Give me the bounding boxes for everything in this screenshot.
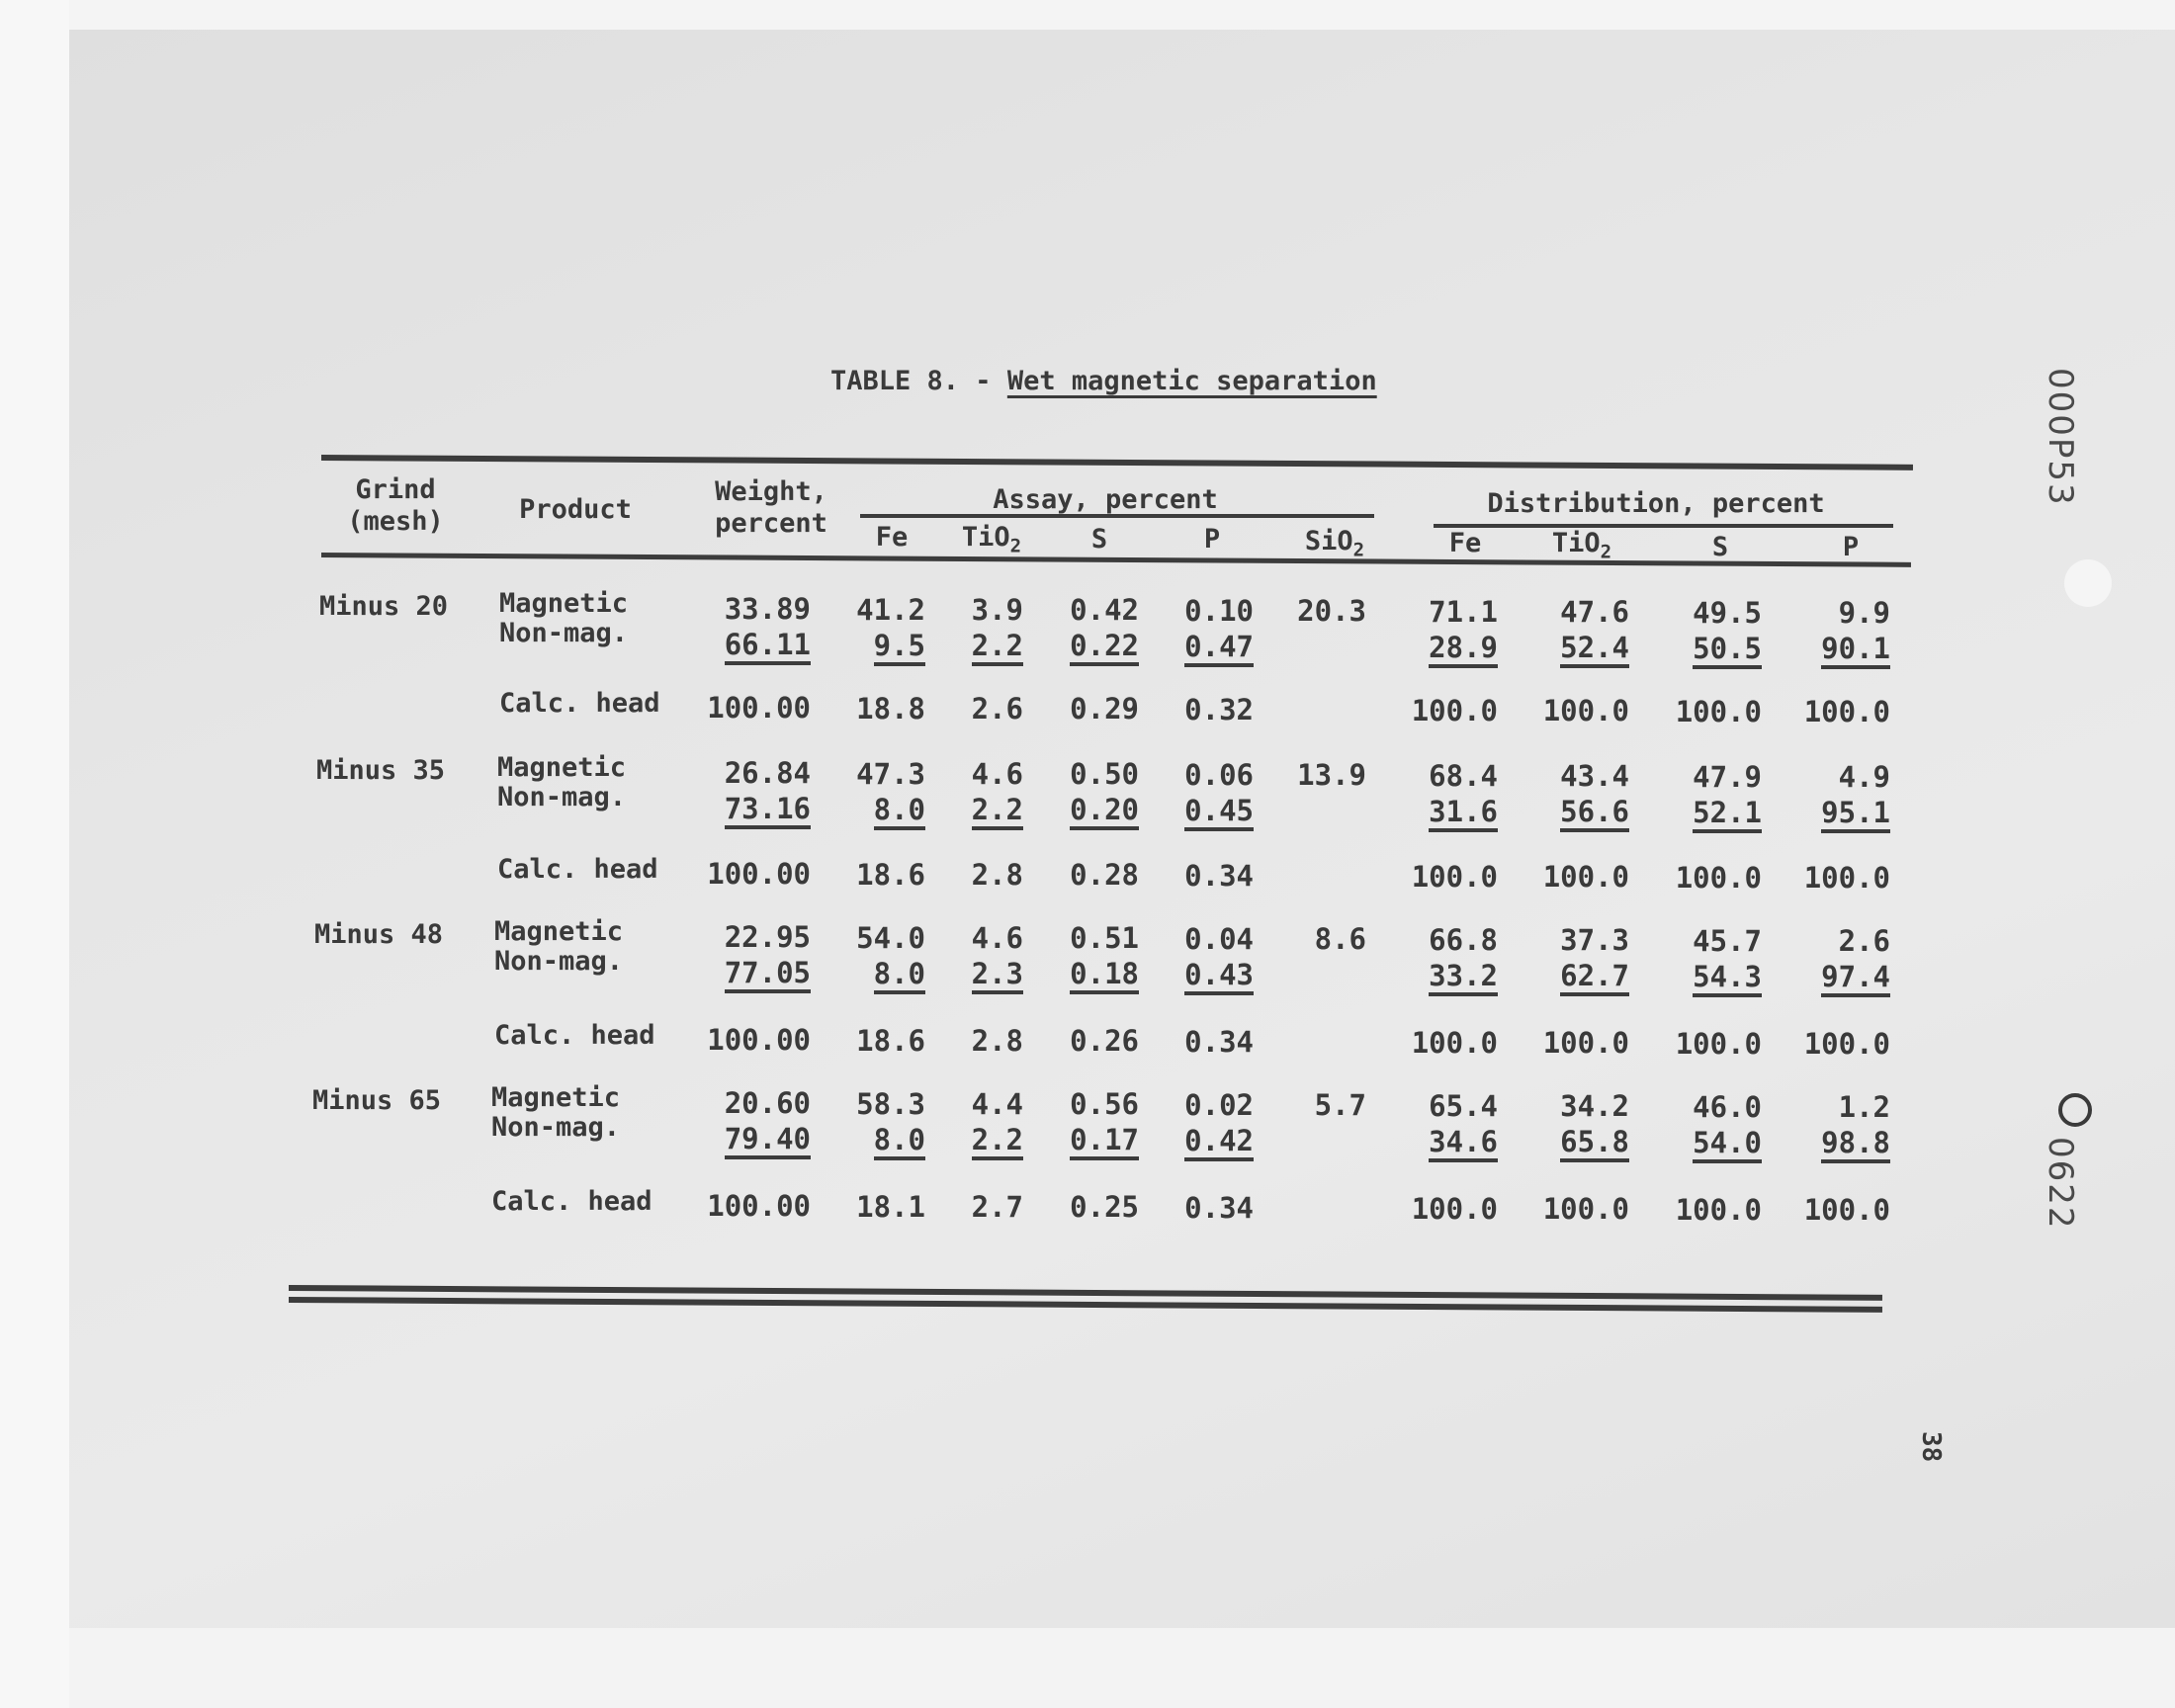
magnetic-value: 65.4 — [1429, 1088, 1498, 1123]
calc-head-value: 100.0 — [1803, 861, 1890, 896]
magnetic-value: 68.4 — [1429, 758, 1498, 793]
value-pair-cell — [1184, 593, 1254, 664]
product-labels: Magnetic Non-mag. — [497, 752, 627, 812]
magnetic-value: 0.02 — [1184, 1087, 1254, 1122]
nonmag-value: 66.11 — [725, 627, 811, 662]
magnetic-value: 0.50 — [1070, 757, 1139, 792]
grind-label: Minus 48 — [314, 919, 444, 950]
table-title-prefix: TABLE 8. - — [830, 366, 992, 396]
nonmag-value: 0.17 — [1070, 1122, 1139, 1157]
archive-stamp-bracket — [2058, 1093, 2092, 1127]
magnetic-value: 0.42 — [1070, 593, 1139, 628]
calc-head-value: 100.00 — [707, 857, 811, 892]
value-pair-cell — [1184, 757, 1254, 828]
calc-head-value: 100.0 — [1411, 859, 1498, 894]
header-assay-fe: Fe — [875, 522, 909, 553]
value-pair-cell — [725, 919, 811, 990]
value-pair-cell — [1429, 1088, 1498, 1159]
nonmag-value: 90.1 — [1821, 631, 1890, 666]
header-dist-fe: Fe — [1448, 528, 1482, 558]
magnetic-value: 49.5 — [1693, 595, 1762, 630]
value-pair-cell — [1693, 759, 1762, 830]
nonmag-value: 97.4 — [1821, 959, 1890, 994]
value-pair-cell — [1070, 1086, 1139, 1157]
magnetic-value: 47.9 — [1693, 759, 1762, 794]
archive-stamp-top: 000P53 — [2041, 368, 2080, 507]
page-number: 38 — [1916, 1431, 1946, 1463]
value-pair-cell — [1693, 595, 1762, 666]
magnetic-value: 46.0 — [1693, 1089, 1762, 1124]
magnetic-value: 4.4 — [971, 1086, 1023, 1121]
header-weight: Weight, percent — [715, 476, 827, 539]
value-pair-cell — [1560, 1088, 1629, 1159]
value-pair-cell — [856, 920, 925, 991]
value-pair-cell — [725, 755, 811, 826]
magnetic-value: 9.9 — [1838, 596, 1890, 631]
magnetic-value: 22.95 — [724, 920, 811, 955]
value-pair-cell — [1070, 756, 1139, 827]
magnetic-value: 4.6 — [971, 756, 1023, 791]
grind-label: Minus 35 — [316, 755, 446, 786]
calc-head-value: 2.7 — [971, 1189, 1023, 1224]
header-assay-s: S — [1090, 524, 1108, 555]
calc-head-value: 100.00 — [707, 1023, 811, 1058]
value-pair-cell — [1560, 922, 1629, 993]
magnetic-value: 1.2 — [1838, 1090, 1890, 1125]
punch-hole — [2064, 559, 2112, 607]
value-pair-cell — [1821, 923, 1890, 994]
calc-head-value: 2.6 — [971, 691, 1023, 726]
nonmag-value: 0.47 — [1184, 629, 1254, 664]
value-pair-cell — [725, 591, 811, 662]
calc-head-value: 100.0 — [1542, 694, 1629, 728]
calc-head-value: 18.6 — [856, 1023, 925, 1058]
nonmag-value: 0.20 — [1070, 792, 1139, 827]
magnetic-value: 47.6 — [1560, 595, 1629, 630]
calc-head-value: 100.0 — [1803, 695, 1890, 729]
value-pair-cell — [1429, 594, 1498, 665]
magnetic-value: 4.6 — [971, 920, 1023, 955]
nonmag-value: 52.1 — [1693, 795, 1762, 830]
calc-head-value: 18.8 — [856, 691, 925, 726]
nonmag-value: 62.7 — [1560, 958, 1629, 993]
nonmag-value: 0.18 — [1070, 956, 1139, 991]
calc-head-value: 100.0 — [1542, 860, 1629, 895]
nonmag-value: 33.2 — [1429, 958, 1498, 993]
value-pair-cell — [725, 1085, 811, 1156]
header-grind: Grind (mesh) — [347, 474, 444, 537]
magnetic-value: 54.0 — [856, 920, 925, 955]
value-pair-cell — [972, 592, 1023, 663]
magnetic-value: 0.04 — [1184, 921, 1254, 956]
nonmag-value: 54.3 — [1693, 959, 1762, 994]
nonmag-value: 2.2 — [972, 792, 1023, 827]
grind-label: Minus 65 — [312, 1085, 442, 1116]
magnetic-value: 0.51 — [1070, 921, 1139, 956]
calc-head-value: 0.34 — [1184, 1190, 1254, 1225]
calc-head-value: 100.00 — [707, 1189, 811, 1224]
magnetic-value: 43.4 — [1560, 759, 1629, 794]
magnetic-value: 2.6 — [1838, 924, 1890, 959]
value-pair-cell — [1184, 921, 1254, 992]
magnetic-value: 71.1 — [1429, 594, 1498, 629]
nonmag-value: 0.45 — [1184, 793, 1254, 828]
calc-head-value: 0.28 — [1070, 858, 1139, 893]
header-product: Product — [519, 494, 632, 525]
magnetic-value: 41.2 — [856, 592, 925, 627]
nonmag-value: 73.16 — [725, 791, 811, 826]
nonmag-value: 34.6 — [1429, 1124, 1498, 1159]
table-title-subject: Wet magnetic separation — [1006, 366, 1377, 396]
magnetic-value: 0.06 — [1184, 757, 1254, 792]
table-title — [830, 366, 1377, 396]
value-pair-cell — [972, 756, 1023, 827]
nonmag-value: 77.05 — [725, 955, 811, 990]
calc-head-label: Calc. head — [491, 1186, 652, 1217]
calc-head-value: 18.1 — [856, 1189, 925, 1224]
magnetic-value: 3.9 — [971, 592, 1023, 627]
magnetic-value: 58.3 — [856, 1086, 925, 1121]
header-dist-s: S — [1711, 532, 1729, 562]
nonmag-value: 2.2 — [972, 1122, 1023, 1157]
archive-stamp-bottom: 0622 — [2041, 1137, 2080, 1231]
nonmag-value: 52.4 — [1560, 630, 1629, 665]
grind-label: Minus 20 — [319, 591, 449, 622]
nonmag-value: 2.2 — [972, 628, 1023, 663]
value-pair-cell — [856, 1086, 925, 1157]
product-labels: Magnetic Non-mag. — [494, 916, 624, 977]
sio2-value: 5.7 — [1314, 1088, 1366, 1123]
calc-head-value: 100.0 — [1803, 1027, 1890, 1062]
value-pair-cell — [1693, 923, 1762, 994]
nonmag-value: 8.0 — [856, 792, 925, 827]
value-pair-cell — [1560, 758, 1629, 829]
calc-head-value: 100.0 — [1803, 1193, 1890, 1228]
nonmag-value: 95.1 — [1821, 795, 1890, 830]
value-pair-cell — [1070, 592, 1139, 663]
calc-head-value: 100.0 — [1675, 860, 1762, 895]
magnetic-value: 0.10 — [1184, 593, 1254, 628]
calc-head-value: 0.34 — [1184, 858, 1254, 893]
calc-head-value: 100.0 — [1675, 1026, 1762, 1061]
calc-head-value: 2.8 — [971, 857, 1023, 892]
sio2-value: 13.9 — [1297, 758, 1366, 793]
magnetic-value: 4.9 — [1838, 760, 1890, 795]
nonmag-value: 54.0 — [1693, 1125, 1762, 1160]
nonmag-value: 50.5 — [1693, 631, 1762, 666]
value-pair-cell — [1429, 758, 1498, 829]
calc-head-value: 2.8 — [971, 1023, 1023, 1058]
value-pair-cell — [856, 592, 925, 663]
nonmag-value: 31.6 — [1429, 794, 1498, 829]
calc-head-label: Calc. head — [497, 854, 658, 885]
calc-head-value: 100.0 — [1411, 1191, 1498, 1226]
calc-head-value: 0.26 — [1070, 1024, 1139, 1059]
magnetic-value: 34.2 — [1560, 1089, 1629, 1124]
calc-head-value: 100.0 — [1542, 1192, 1629, 1227]
nonmag-value: 8.0 — [856, 1122, 925, 1157]
product-labels: Magnetic Non-mag. — [491, 1082, 621, 1143]
value-pair-cell — [1821, 759, 1890, 830]
nonmag-value: 2.3 — [972, 956, 1023, 991]
value-pair-cell — [972, 1086, 1023, 1157]
header-assay-group: Assay, percent — [993, 484, 1218, 515]
sio2-value: 20.3 — [1297, 594, 1366, 629]
calc-head-value: 100.0 — [1542, 1026, 1629, 1061]
nonmag-value: 56.6 — [1560, 794, 1629, 829]
nonmag-value: 98.8 — [1821, 1125, 1890, 1160]
value-pair-cell — [1184, 1087, 1254, 1158]
magnetic-value: 47.3 — [856, 756, 925, 791]
calc-head-value: 100.0 — [1411, 693, 1498, 727]
distribution-group-rule — [1434, 524, 1893, 528]
sio2-value: 8.6 — [1314, 922, 1366, 957]
nonmag-value: 79.40 — [725, 1121, 811, 1156]
calc-head-label: Calc. head — [494, 1020, 655, 1051]
nonmag-value: 8.0 — [856, 956, 925, 991]
calc-head-value: 100.0 — [1675, 1192, 1762, 1227]
value-pair-cell — [1429, 922, 1498, 993]
header-dist-tio2: TiO$_2$ — [1551, 528, 1612, 563]
scan-margin — [0, 0, 69, 1708]
magnetic-value: 37.3 — [1560, 923, 1629, 958]
magnetic-value: 20.60 — [724, 1086, 811, 1121]
nonmag-value: 9.5 — [856, 628, 925, 663]
value-pair-cell — [856, 756, 925, 827]
nonmag-value: 0.43 — [1184, 957, 1254, 992]
value-pair-cell — [1693, 1089, 1762, 1160]
magnetic-value: 45.7 — [1693, 923, 1762, 958]
scan-bottom-band — [69, 1628, 2175, 1708]
header-assay-sio2: SiO$_2$ — [1304, 526, 1365, 561]
magnetic-value: 26.84 — [724, 756, 811, 791]
magnetic-value: 66.8 — [1429, 922, 1498, 957]
calc-head-value: 0.34 — [1184, 1024, 1254, 1059]
magnetic-value: 0.56 — [1070, 1087, 1139, 1122]
calc-head-value: 0.29 — [1070, 692, 1139, 726]
header-dist-p: P — [1842, 532, 1860, 562]
calc-head-value: 100.00 — [707, 691, 811, 726]
header-assay-p: P — [1203, 524, 1221, 555]
value-pair-cell — [972, 920, 1023, 991]
nonmag-value: 65.8 — [1560, 1124, 1629, 1159]
value-pair-cell — [1070, 920, 1139, 991]
magnetic-value: 33.89 — [724, 592, 811, 627]
value-pair-cell — [1560, 594, 1629, 665]
nonmag-value: 0.42 — [1184, 1123, 1254, 1158]
nonmag-value: 0.22 — [1070, 628, 1139, 663]
header-distribution-group: Distribution, percent — [1487, 488, 1825, 519]
product-labels: Magnetic Non-mag. — [499, 588, 629, 648]
calc-head-value: 0.25 — [1070, 1190, 1139, 1225]
calc-head-label: Calc. head — [499, 688, 660, 719]
value-pair-cell — [1821, 595, 1890, 666]
calc-head-value: 100.0 — [1675, 694, 1762, 728]
value-pair-cell — [1821, 1089, 1890, 1160]
calc-head-value: 100.0 — [1411, 1025, 1498, 1060]
header-assay-tio2: TiO$_2$ — [961, 522, 1022, 557]
calc-head-value: 18.6 — [856, 857, 925, 892]
calc-head-value: 0.32 — [1184, 692, 1254, 726]
nonmag-value: 28.9 — [1429, 630, 1498, 665]
